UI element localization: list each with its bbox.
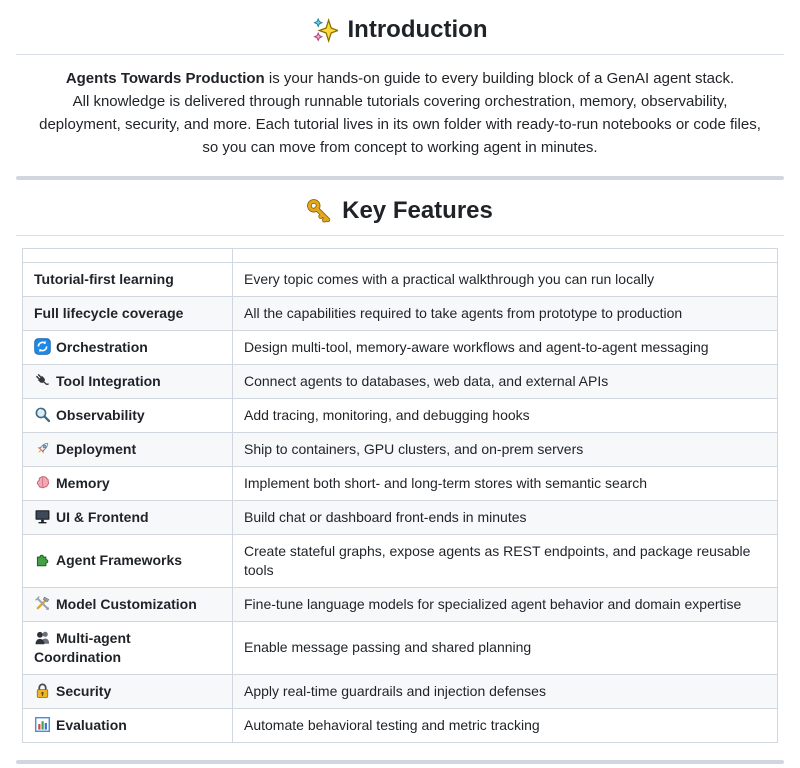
intro-lead-rest: is your hands-on guide to every building block of a GenAI agent stack. <box>264 69 735 87</box>
feature-row <box>23 534 778 587</box>
key-icon <box>307 199 332 224</box>
feature-label: Multi-agent Coordination <box>34 629 131 665</box>
feature-row <box>23 262 778 296</box>
tools-icon <box>34 595 51 612</box>
feature-row <box>23 432 778 466</box>
feature-label: Memory <box>56 474 110 491</box>
feature-description: Design multi-tool, memory-aware workflows and agent-to-agent messaging <box>233 330 778 364</box>
intro-body-text: All knowledge is delivered through runnable tutorials covering orchestration, memory, observability, deployment, security, and more. Each tutorial lives in its own folder with ready-to-run notebooks or code files, so you can move from concept to working agent in minutes. <box>39 92 761 156</box>
feature-row <box>23 398 778 432</box>
feature-label: Model Customization <box>56 595 197 612</box>
table-header <box>23 248 778 262</box>
feature-cell <box>23 708 233 742</box>
feature-label: Observability <box>56 406 145 423</box>
feature-description: Create stateful graphs, expose agents as REST endpoints, and package reusable tools <box>233 534 778 587</box>
intro-lead-line <box>34 67 766 90</box>
feature-label: Tool Integration <box>56 372 161 389</box>
feature-row <box>23 500 778 534</box>
features-table <box>22 248 778 743</box>
busts-icon <box>34 629 51 646</box>
feature-description: Add tracing, monitoring, and debugging hooks <box>233 398 778 432</box>
refresh-icon <box>34 338 51 355</box>
key-features-heading <box>16 197 784 236</box>
feature-row <box>23 330 778 364</box>
feature-label: UI & Frontend <box>56 508 149 525</box>
feature-label: Security <box>56 682 112 699</box>
feature-cell <box>23 262 233 296</box>
feature-cell <box>23 587 233 621</box>
feature-description: Connect agents to databases, web data, and external APIs <box>233 364 778 398</box>
feature-description: Automate behavioral testing and metric tracking <box>233 708 778 742</box>
feature-description: All the capabilities required to take agents from prototype to production <box>233 296 778 330</box>
feature-description: Every topic comes with a practical walkthrough you can run locally <box>233 262 778 296</box>
section-divider-bottom <box>16 760 784 764</box>
feature-description: Fine-tune language models for specialized agent behavior and domain expertise <box>233 587 778 621</box>
key-features-heading-text: Key Features <box>342 196 493 224</box>
feature-cell <box>23 398 233 432</box>
feature-cell <box>23 466 233 500</box>
feature-cell <box>23 364 233 398</box>
puzzle-icon <box>34 552 51 569</box>
feature-label: Full lifecycle coverage <box>34 304 184 321</box>
feature-description: Ship to containers, GPU clusters, and on-prem servers <box>233 432 778 466</box>
brain-icon <box>34 474 51 491</box>
feature-row <box>23 587 778 621</box>
feature-description: Enable message passing and shared planning <box>233 621 778 674</box>
lock-icon <box>34 682 51 699</box>
feature-row <box>23 466 778 500</box>
intro-lead-bold: Agents Towards Production <box>65 69 265 87</box>
feature-cell <box>23 330 233 364</box>
feature-row <box>23 296 778 330</box>
feature-description: Build chat or dashboard front-ends in minutes <box>233 500 778 534</box>
header-cell-feature <box>23 248 233 262</box>
feature-cell <box>23 500 233 534</box>
feature-cell <box>23 296 233 330</box>
feature-label: Orchestration <box>56 338 148 355</box>
section-divider-top <box>16 176 784 180</box>
feature-row <box>23 364 778 398</box>
intro-heading <box>16 16 784 55</box>
feature-description: Apply real-time guardrails and injection defenses <box>233 674 778 708</box>
rocket-icon <box>34 440 51 457</box>
intro-paragraph <box>34 67 766 159</box>
plug-icon <box>34 372 51 389</box>
intro-heading-text: Introduction <box>347 16 488 43</box>
feature-row <box>23 674 778 708</box>
desktop-icon <box>34 508 51 525</box>
feature-label: Tutorial-first learning <box>34 270 174 287</box>
feature-cell <box>23 432 233 466</box>
header-cell-description <box>233 248 778 262</box>
feature-description: Implement both short- and long-term stores with semantic search <box>233 466 778 500</box>
feature-cell <box>23 534 233 587</box>
feature-cell <box>23 621 233 674</box>
feature-row <box>23 708 778 742</box>
magnifier-icon <box>34 406 51 423</box>
feature-label: Evaluation <box>56 716 127 733</box>
feature-label: Deployment <box>56 440 137 457</box>
feature-row <box>23 621 778 674</box>
table-header-row <box>23 248 778 262</box>
feature-cell <box>23 674 233 708</box>
sparkles-icon <box>313 18 338 43</box>
feature-label: Agent Frameworks <box>56 552 183 569</box>
features-table-body <box>23 262 778 742</box>
chart-icon <box>34 716 51 733</box>
